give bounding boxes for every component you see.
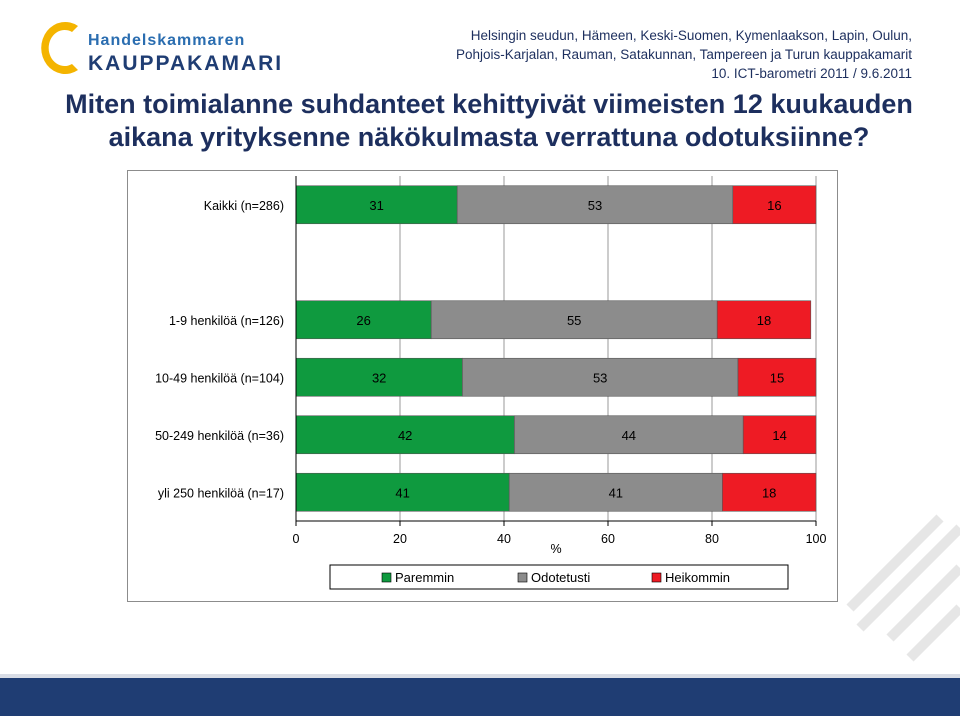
data-label: 42 — [397, 427, 413, 443]
data-label: 14 — [772, 427, 787, 443]
stacked-bar-chart — [128, 171, 837, 601]
x-axis-label: % — [550, 542, 562, 556]
legend-swatch — [652, 573, 661, 582]
header-line-3: 10. ICT-barometri 2011 / 9.6.2011 — [711, 66, 912, 81]
category-label: 50-249 henkilöä (n=36) — [155, 428, 284, 443]
logo-text-top: Handelskammaren — [88, 32, 246, 49]
data-label: 53 — [587, 197, 603, 213]
kauppakamari-logo — [38, 18, 284, 80]
x-tick-label: 40 — [497, 532, 511, 546]
header-line-1: Helsingin seudun, Hämeen, Keski-Suomen, Kymenlaakson, Lapin, Oulun, — [470, 28, 912, 43]
x-tick-label: 80 — [705, 532, 719, 546]
data-label: 18 — [756, 312, 772, 328]
logo-c-icon — [38, 18, 86, 78]
legend-label: Odotetusti — [531, 570, 591, 585]
data-label: 44 — [621, 427, 637, 443]
x-tick-label: 0 — [292, 532, 300, 546]
data-label: 26 — [356, 312, 371, 328]
x-tick-label: 20 — [393, 532, 407, 546]
header-info — [456, 26, 912, 83]
x-tick-label: 100 — [805, 532, 827, 546]
data-label: 41 — [395, 485, 410, 501]
page-title: Miten toimialanne suhdanteet kehittyivät viimeisten 12 kuukauden aikana yrityksenne näkökulmasta verrattuna odotuksiinne? — [65, 89, 913, 152]
logo-text-bottom: KAUPPAKAMARI — [88, 52, 284, 75]
data-label: 53 — [592, 370, 608, 386]
data-label: 32 — [371, 370, 387, 386]
category-label: Kaikki (n=286) — [203, 198, 284, 213]
category-label: yli 250 henkilöä (n=17) — [157, 486, 284, 501]
footer-bar — [0, 678, 960, 716]
header-line-2: Pohjois-Karjalan, Rauman, Satakunnan, Tampereen ja Turun kauppakamarit — [455, 47, 912, 62]
data-label: 31 — [369, 197, 384, 213]
data-label: 18 — [761, 485, 777, 501]
legend-label: Paremmin — [395, 570, 455, 585]
data-label: 16 — [767, 197, 782, 213]
legend-swatch — [518, 573, 527, 582]
data-label: 41 — [608, 485, 624, 501]
data-label: 15 — [769, 370, 785, 386]
legend-label: Heikommin — [665, 570, 731, 585]
chart-frame — [127, 170, 838, 602]
category-label: 1-9 henkilöä (n=126) — [168, 313, 284, 328]
data-label: 55 — [566, 312, 582, 328]
gear-watermark-icon — [790, 508, 960, 678]
legend-swatch — [382, 573, 391, 582]
x-tick-label: 60 — [601, 532, 615, 546]
category-label: 10-49 henkilöä (n=104) — [155, 371, 284, 386]
